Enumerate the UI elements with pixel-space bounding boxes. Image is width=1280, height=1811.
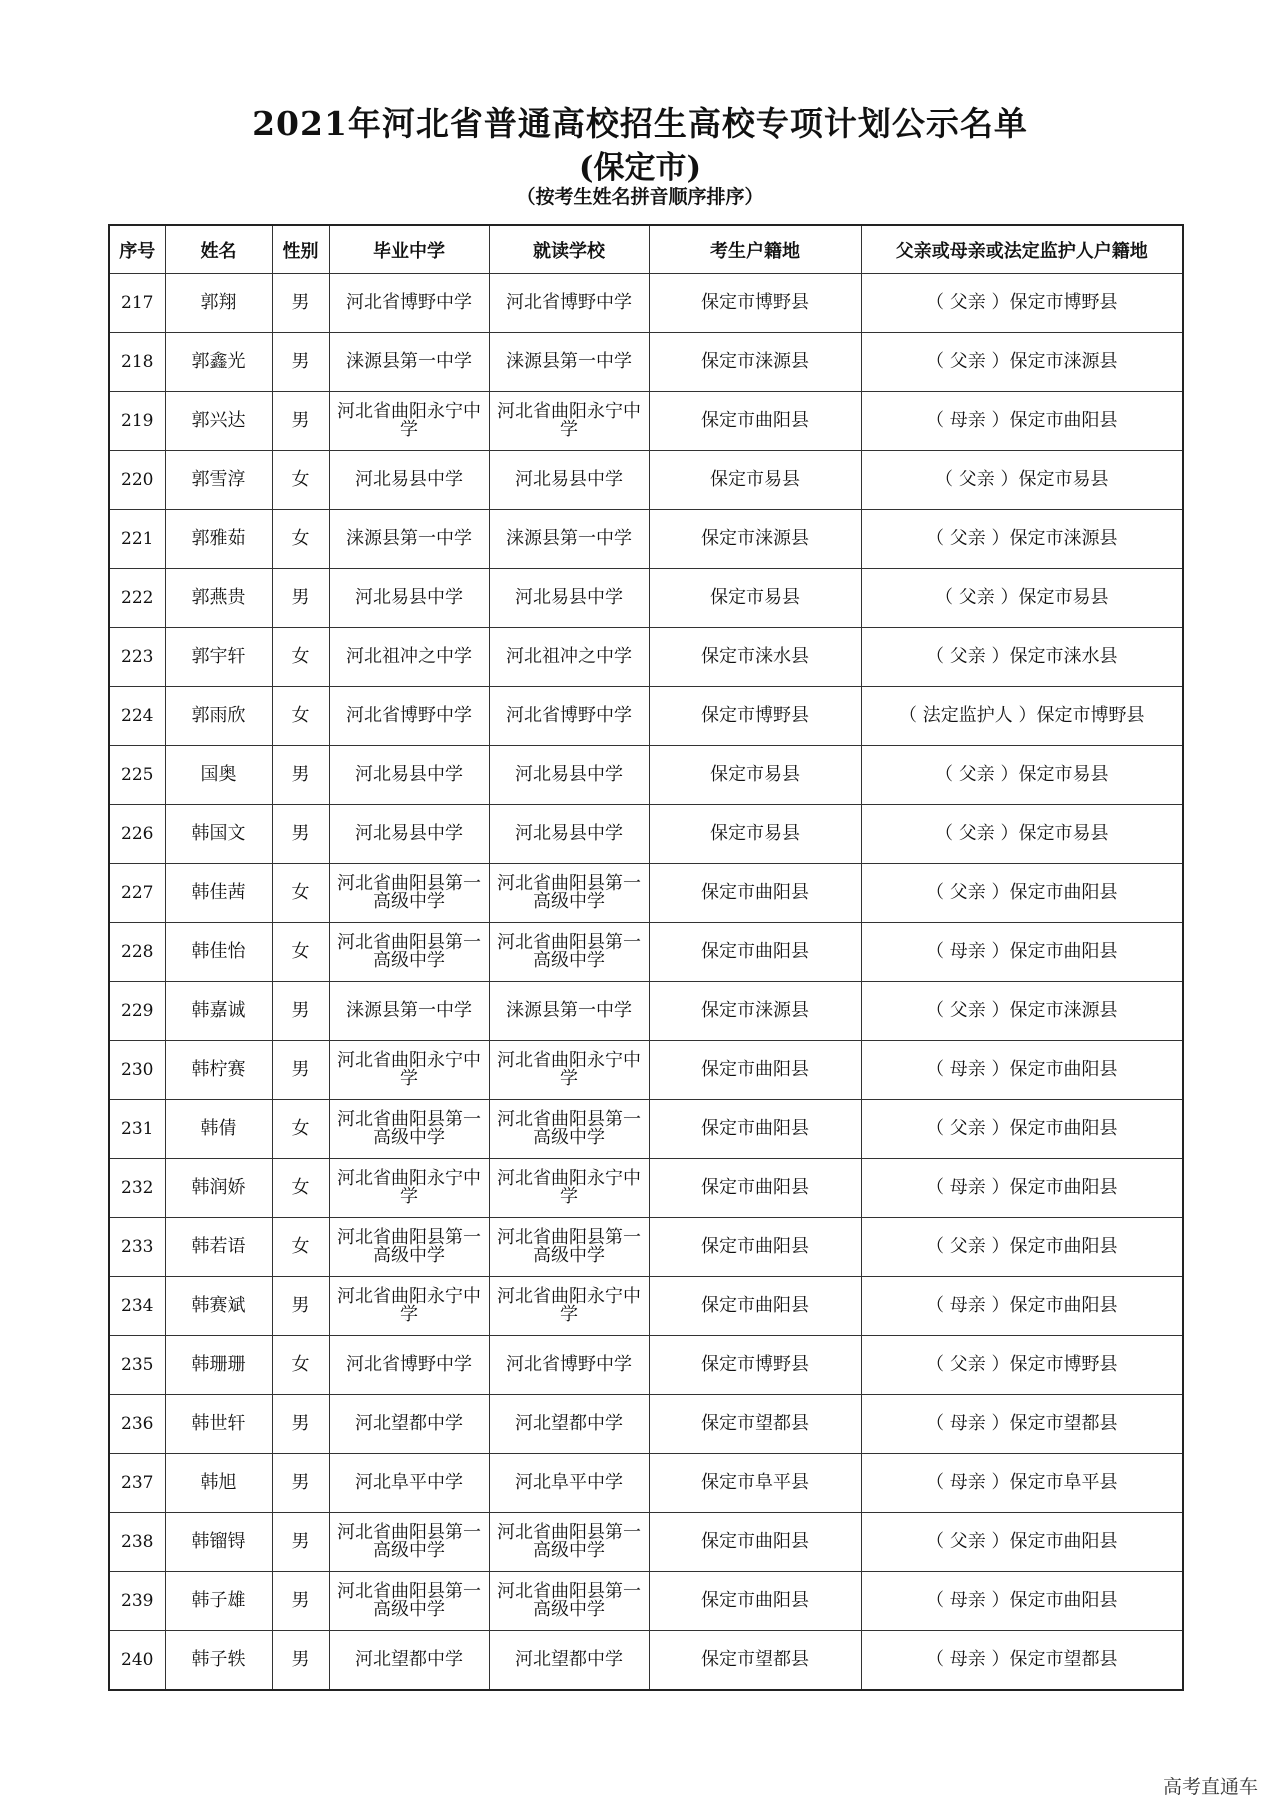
table-row xyxy=(109,569,1183,628)
gender: 男 xyxy=(272,569,329,628)
table-row xyxy=(109,274,1183,333)
student-household-registration: 保定市曲阳县 xyxy=(649,1572,861,1631)
row-number: 218 xyxy=(109,333,165,392)
student-household-registration: 保定市曲阳县 xyxy=(649,923,861,982)
guardian-household-registration: （ 母亲 ）保定市曲阳县 xyxy=(861,1159,1183,1218)
student-household-registration: 保定市博野县 xyxy=(649,687,861,746)
graduated-school: 河北易县中学 xyxy=(329,569,489,628)
table-row xyxy=(109,1572,1183,1631)
gender: 男 xyxy=(272,392,329,451)
graduated-school: 河北省曲阳永宁中学 xyxy=(329,1041,489,1100)
table-row xyxy=(109,392,1183,451)
student-household-registration: 保定市阜平县 xyxy=(649,1454,861,1513)
graduated-school: 河北省曲阳县第一高级中学 xyxy=(329,1218,489,1277)
student-household-registration: 保定市易县 xyxy=(649,451,861,510)
row-number: 227 xyxy=(109,864,165,923)
row-number: 224 xyxy=(109,687,165,746)
graduated-school: 河北省博野中学 xyxy=(329,274,489,333)
gender: 男 xyxy=(272,333,329,392)
gender: 女 xyxy=(272,510,329,569)
graduated-school: 河北易县中学 xyxy=(329,746,489,805)
gender: 女 xyxy=(272,451,329,510)
admission-list-table xyxy=(108,224,1184,1691)
column-header: 毕业中学 xyxy=(329,225,489,274)
student-household-registration: 保定市涞水县 xyxy=(649,628,861,687)
student-household-registration: 保定市曲阳县 xyxy=(649,1218,861,1277)
guardian-household-registration: （ 父亲 ）保定市易县 xyxy=(861,805,1183,864)
table-row xyxy=(109,1513,1183,1572)
graduated-school: 河北省曲阳县第一高级中学 xyxy=(329,923,489,982)
row-number: 217 xyxy=(109,274,165,333)
table-row xyxy=(109,1159,1183,1218)
student-household-registration: 保定市曲阳县 xyxy=(649,864,861,923)
student-name: 韩子雄 xyxy=(165,1572,272,1631)
graduated-school: 河北省曲阳永宁中学 xyxy=(329,1159,489,1218)
table-row xyxy=(109,1277,1183,1336)
current-school: 河北省曲阳县第一高级中学 xyxy=(489,923,649,982)
graduated-school: 涞源县第一中学 xyxy=(329,982,489,1041)
gender: 男 xyxy=(272,274,329,333)
gender: 女 xyxy=(272,1336,329,1395)
student-name: 韩镏锝 xyxy=(165,1513,272,1572)
table-row xyxy=(109,864,1183,923)
student-name: 韩赛斌 xyxy=(165,1277,272,1336)
row-number: 238 xyxy=(109,1513,165,1572)
student-household-registration: 保定市曲阳县 xyxy=(649,1041,861,1100)
guardian-household-registration: （ 母亲 ）保定市曲阳县 xyxy=(861,392,1183,451)
current-school: 河北省曲阳县第一高级中学 xyxy=(489,864,649,923)
guardian-household-registration: （ 父亲 ）保定市博野县 xyxy=(861,274,1183,333)
gender: 男 xyxy=(272,1395,329,1454)
gender: 男 xyxy=(272,1041,329,1100)
current-school: 河北省博野中学 xyxy=(489,274,649,333)
student-household-registration: 保定市涞源县 xyxy=(649,982,861,1041)
guardian-household-registration: （ 父亲 ）保定市易县 xyxy=(861,746,1183,805)
gender: 女 xyxy=(272,1218,329,1277)
guardian-household-registration: （ 父亲 ）保定市涞源县 xyxy=(861,982,1183,1041)
graduated-school: 河北省曲阳县第一高级中学 xyxy=(329,864,489,923)
current-school: 涞源县第一中学 xyxy=(489,982,649,1041)
student-household-registration: 保定市曲阳县 xyxy=(649,1159,861,1218)
gender: 女 xyxy=(272,1159,329,1218)
gender: 男 xyxy=(272,1572,329,1631)
gender: 男 xyxy=(272,805,329,864)
graduated-school: 河北望都中学 xyxy=(329,1631,489,1691)
row-number: 239 xyxy=(109,1572,165,1631)
student-name: 郭翔 xyxy=(165,274,272,333)
gender: 女 xyxy=(272,687,329,746)
graduated-school: 河北祖冲之中学 xyxy=(329,628,489,687)
table-row xyxy=(109,1218,1183,1277)
gender: 女 xyxy=(272,864,329,923)
guardian-household-registration: （ 母亲 ）保定市望都县 xyxy=(861,1395,1183,1454)
guardian-household-registration: （ 父亲 ）保定市易县 xyxy=(861,451,1183,510)
current-school: 河北望都中学 xyxy=(489,1395,649,1454)
student-name: 韩佳茜 xyxy=(165,864,272,923)
table-row xyxy=(109,923,1183,982)
footer-watermark: 高考直通车 xyxy=(1162,1776,1258,1798)
student-name: 郭鑫光 xyxy=(165,333,272,392)
current-school: 河北省曲阳永宁中学 xyxy=(489,392,649,451)
student-name: 郭雅茹 xyxy=(165,510,272,569)
current-school: 河北省曲阳县第一高级中学 xyxy=(489,1218,649,1277)
current-school: 河北祖冲之中学 xyxy=(489,628,649,687)
guardian-household-registration: （ 母亲 ）保定市阜平县 xyxy=(861,1454,1183,1513)
table-row xyxy=(109,1041,1183,1100)
student-name: 郭兴达 xyxy=(165,392,272,451)
column-header: 姓名 xyxy=(165,225,272,274)
current-school: 涞源县第一中学 xyxy=(489,333,649,392)
table-row xyxy=(109,687,1183,746)
row-number: 233 xyxy=(109,1218,165,1277)
guardian-household-registration: （ 父亲 ）保定市涞源县 xyxy=(861,333,1183,392)
sort-note: （按考生姓名拼音顺序排序） xyxy=(516,186,764,208)
graduated-school: 河北省曲阳县第一高级中学 xyxy=(329,1572,489,1631)
student-name: 韩柠赛 xyxy=(165,1041,272,1100)
table-row xyxy=(109,1336,1183,1395)
table-row xyxy=(109,746,1183,805)
current-school: 河北省曲阳永宁中学 xyxy=(489,1277,649,1336)
student-household-registration: 保定市曲阳县 xyxy=(649,1100,861,1159)
row-number: 240 xyxy=(109,1631,165,1691)
current-school: 河北省曲阳永宁中学 xyxy=(489,1159,649,1218)
graduated-school: 河北省曲阳永宁中学 xyxy=(329,1277,489,1336)
gender: 男 xyxy=(272,1277,329,1336)
graduated-school: 河北省博野中学 xyxy=(329,1336,489,1395)
student-household-registration: 保定市易县 xyxy=(649,746,861,805)
student-name: 韩倩 xyxy=(165,1100,272,1159)
row-number: 223 xyxy=(109,628,165,687)
student-household-registration: 保定市望都县 xyxy=(649,1395,861,1454)
student-name: 韩旭 xyxy=(165,1454,272,1513)
guardian-household-registration: （ 父亲 ）保定市博野县 xyxy=(861,1336,1183,1395)
guardian-household-registration: （ 母亲 ）保定市望都县 xyxy=(861,1631,1183,1691)
graduated-school: 河北省曲阳永宁中学 xyxy=(329,392,489,451)
table-row xyxy=(109,1631,1183,1691)
graduated-school: 涞源县第一中学 xyxy=(329,510,489,569)
row-number: 222 xyxy=(109,569,165,628)
current-school: 河北易县中学 xyxy=(489,451,649,510)
current-school: 河北省博野中学 xyxy=(489,687,649,746)
table-row xyxy=(109,805,1183,864)
graduated-school: 河北省曲阳县第一高级中学 xyxy=(329,1100,489,1159)
student-name: 郭雪淳 xyxy=(165,451,272,510)
current-school: 河北望都中学 xyxy=(489,1631,649,1691)
column-header: 性别 xyxy=(272,225,329,274)
student-name: 韩子轶 xyxy=(165,1631,272,1691)
row-number: 226 xyxy=(109,805,165,864)
table-body xyxy=(109,274,1183,1691)
graduated-school: 河北望都中学 xyxy=(329,1395,489,1454)
current-school: 河北省曲阳县第一高级中学 xyxy=(489,1572,649,1631)
guardian-household-registration: （ 母亲 ）保定市曲阳县 xyxy=(861,1041,1183,1100)
page-title: 2021年河北省普通高校招生高校专项计划公示名单 xyxy=(252,104,1028,143)
table-row xyxy=(109,982,1183,1041)
row-number: 219 xyxy=(109,392,165,451)
guardian-household-registration: （ 父亲 ）保定市曲阳县 xyxy=(861,1100,1183,1159)
column-header: 就读学校 xyxy=(489,225,649,274)
graduated-school: 河北阜平中学 xyxy=(329,1454,489,1513)
graduated-school: 河北易县中学 xyxy=(329,451,489,510)
current-school: 河北易县中学 xyxy=(489,569,649,628)
current-school: 河北阜平中学 xyxy=(489,1454,649,1513)
graduated-school: 河北省曲阳县第一高级中学 xyxy=(329,1513,489,1572)
student-household-registration: 保定市望都县 xyxy=(649,1631,861,1691)
gender: 女 xyxy=(272,628,329,687)
guardian-household-registration: （ 父亲 ）保定市曲阳县 xyxy=(861,1513,1183,1572)
row-number: 225 xyxy=(109,746,165,805)
guardian-household-registration: （ 父亲 ）保定市曲阳县 xyxy=(861,1218,1183,1277)
gender: 女 xyxy=(272,1100,329,1159)
row-number: 230 xyxy=(109,1041,165,1100)
table-row xyxy=(109,1100,1183,1159)
current-school: 河北省曲阳县第一高级中学 xyxy=(489,1513,649,1572)
student-name: 韩若语 xyxy=(165,1218,272,1277)
gender: 女 xyxy=(272,923,329,982)
graduated-school: 河北易县中学 xyxy=(329,805,489,864)
gender: 男 xyxy=(272,1631,329,1691)
guardian-household-registration: （ 父亲 ）保定市曲阳县 xyxy=(861,864,1183,923)
table-header-row xyxy=(109,225,1183,274)
table-row xyxy=(109,628,1183,687)
graduated-school: 河北省博野中学 xyxy=(329,687,489,746)
row-number: 231 xyxy=(109,1100,165,1159)
row-number: 228 xyxy=(109,923,165,982)
row-number: 232 xyxy=(109,1159,165,1218)
table-row xyxy=(109,333,1183,392)
row-number: 221 xyxy=(109,510,165,569)
current-school: 河北易县中学 xyxy=(489,746,649,805)
column-header: 考生户籍地 xyxy=(649,225,861,274)
table-row xyxy=(109,1395,1183,1454)
row-number: 220 xyxy=(109,451,165,510)
gender: 男 xyxy=(272,1454,329,1513)
guardian-household-registration: （ 父亲 ）保定市易县 xyxy=(861,569,1183,628)
student-name: 韩国文 xyxy=(165,805,272,864)
row-number: 234 xyxy=(109,1277,165,1336)
gender: 男 xyxy=(272,1513,329,1572)
student-household-registration: 保定市曲阳县 xyxy=(649,1277,861,1336)
table-row xyxy=(109,510,1183,569)
student-household-registration: 保定市易县 xyxy=(649,569,861,628)
gender: 男 xyxy=(272,746,329,805)
current-school: 河北省曲阳永宁中学 xyxy=(489,1041,649,1100)
guardian-household-registration: （ 法定监护人 ）保定市博野县 xyxy=(861,687,1183,746)
student-household-registration: 保定市博野县 xyxy=(649,274,861,333)
current-school: 涞源县第一中学 xyxy=(489,510,649,569)
student-household-registration: 保定市博野县 xyxy=(649,1336,861,1395)
student-household-registration: 保定市涞源县 xyxy=(649,333,861,392)
table-row xyxy=(109,451,1183,510)
student-name: 郭雨欣 xyxy=(165,687,272,746)
student-name: 韩润娇 xyxy=(165,1159,272,1218)
student-name: 国奥 xyxy=(165,746,272,805)
page-subtitle: (保定市) xyxy=(578,150,702,186)
current-school: 河北省曲阳县第一高级中学 xyxy=(489,1100,649,1159)
row-number: 236 xyxy=(109,1395,165,1454)
table-row xyxy=(109,1454,1183,1513)
student-household-registration: 保定市曲阳县 xyxy=(649,392,861,451)
graduated-school: 涞源县第一中学 xyxy=(329,333,489,392)
guardian-household-registration: （ 父亲 ）保定市涞水县 xyxy=(861,628,1183,687)
guardian-household-registration: （ 父亲 ）保定市涞源县 xyxy=(861,510,1183,569)
student-household-registration: 保定市易县 xyxy=(649,805,861,864)
current-school: 河北省博野中学 xyxy=(489,1336,649,1395)
row-number: 235 xyxy=(109,1336,165,1395)
student-name: 郭宇轩 xyxy=(165,628,272,687)
student-household-registration: 保定市涞源县 xyxy=(649,510,861,569)
student-name: 韩嘉诚 xyxy=(165,982,272,1041)
student-name: 韩世轩 xyxy=(165,1395,272,1454)
row-number: 237 xyxy=(109,1454,165,1513)
current-school: 河北易县中学 xyxy=(489,805,649,864)
row-number: 229 xyxy=(109,982,165,1041)
guardian-household-registration: （ 母亲 ）保定市曲阳县 xyxy=(861,923,1183,982)
column-header: 父亲或母亲或法定监护人户籍地 xyxy=(861,225,1183,274)
student-name: 韩佳怡 xyxy=(165,923,272,982)
student-name: 郭燕贵 xyxy=(165,569,272,628)
column-header: 序号 xyxy=(109,225,165,274)
gender: 男 xyxy=(272,982,329,1041)
guardian-household-registration: （ 母亲 ）保定市曲阳县 xyxy=(861,1277,1183,1336)
guardian-household-registration: （ 母亲 ）保定市曲阳县 xyxy=(861,1572,1183,1631)
student-name: 韩珊珊 xyxy=(165,1336,272,1395)
student-household-registration: 保定市曲阳县 xyxy=(649,1513,861,1572)
